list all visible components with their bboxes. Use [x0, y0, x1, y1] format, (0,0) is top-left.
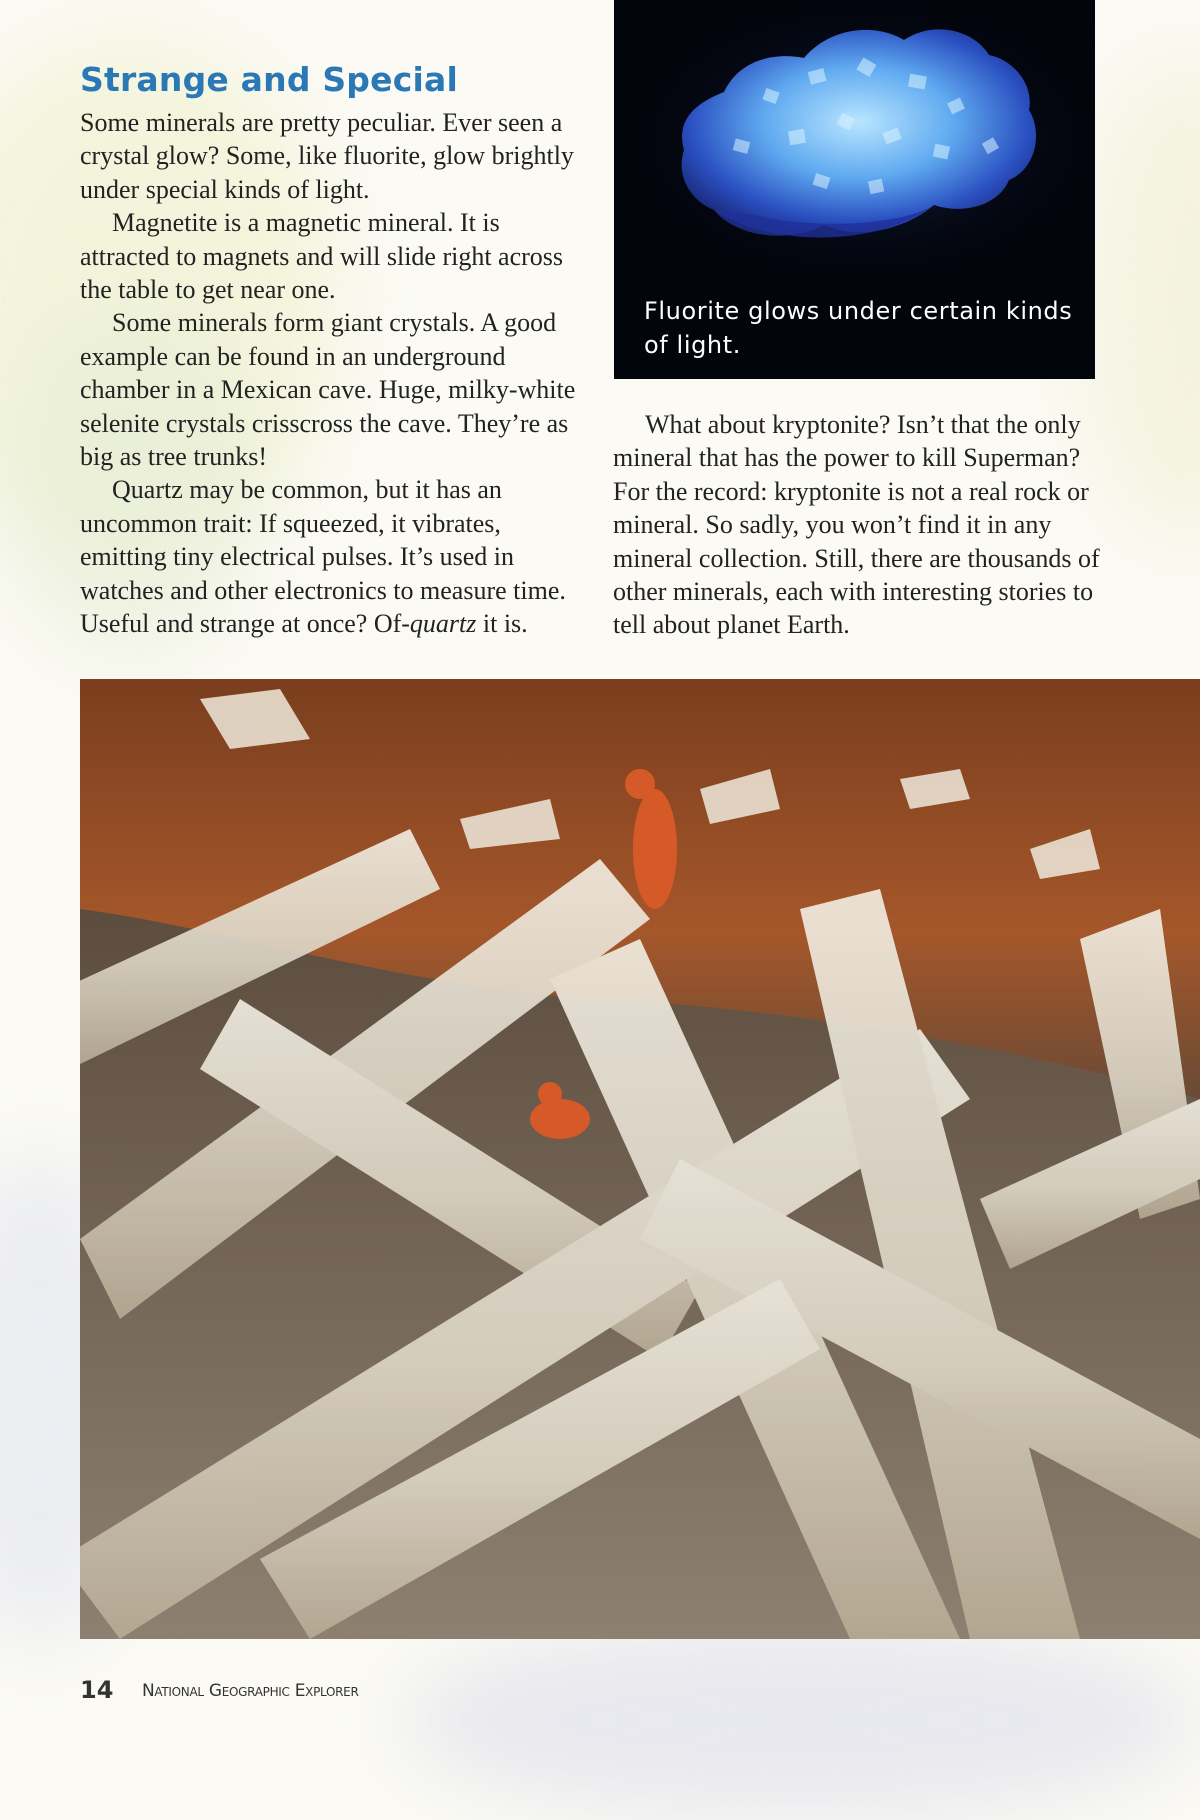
- italic-word: quartz: [409, 609, 477, 639]
- paragraph-text: Quartz may be common, but it has an uncommon trait: If squeezed, it vibrates, emitting tiny electrical pulses. It’s used in watches and other electronics to measure time. Useful and strange at once? Of-: [80, 475, 566, 639]
- paragraph: What about kryptonite? Isn’t that the only mineral that has the power to kill Superman? For the record: kryptonite is not a real rock or mineral. So sadly, you won’t find it in any mineral collection. Still, there are thousands of other minerals, each with interesting stories to tell about planet Earth.: [613, 410, 1100, 640]
- photo-caption: Fluorite glows under certain kinds of light.: [644, 297, 1073, 359]
- background-blob: [400, 1620, 1200, 1820]
- page-title: Strange and Special: [80, 60, 458, 99]
- fluorite-photo: [614, 0, 1095, 379]
- cave-image: [80, 679, 1200, 1639]
- paragraph: [80, 473, 585, 640]
- page-number: 14: [80, 1676, 114, 1704]
- paragraph: Magnetite is a magnetic mineral. It is attracted to magnets and will slide right across the table to get near one.: [80, 208, 564, 305]
- selenite-cave-photo: [80, 679, 1200, 1639]
- left-column: [80, 106, 585, 641]
- publication-name: National Geographic Explorer: [142, 1681, 359, 1701]
- paragraph: Some minerals form giant crystals. A good example can be found in an underground chamber in a Mexican cave. Huge, milky-white selenite crystals crisscross the cave. They’re as big as tree trunks!: [80, 308, 576, 472]
- right-column: [613, 408, 1118, 642]
- paragraph-text: it is.: [476, 609, 528, 639]
- paragraph: Some minerals are pretty peculiar. Ever seen a crystal glow? Some, like fluorite, glow brightly under special kinds of light.: [80, 108, 574, 204]
